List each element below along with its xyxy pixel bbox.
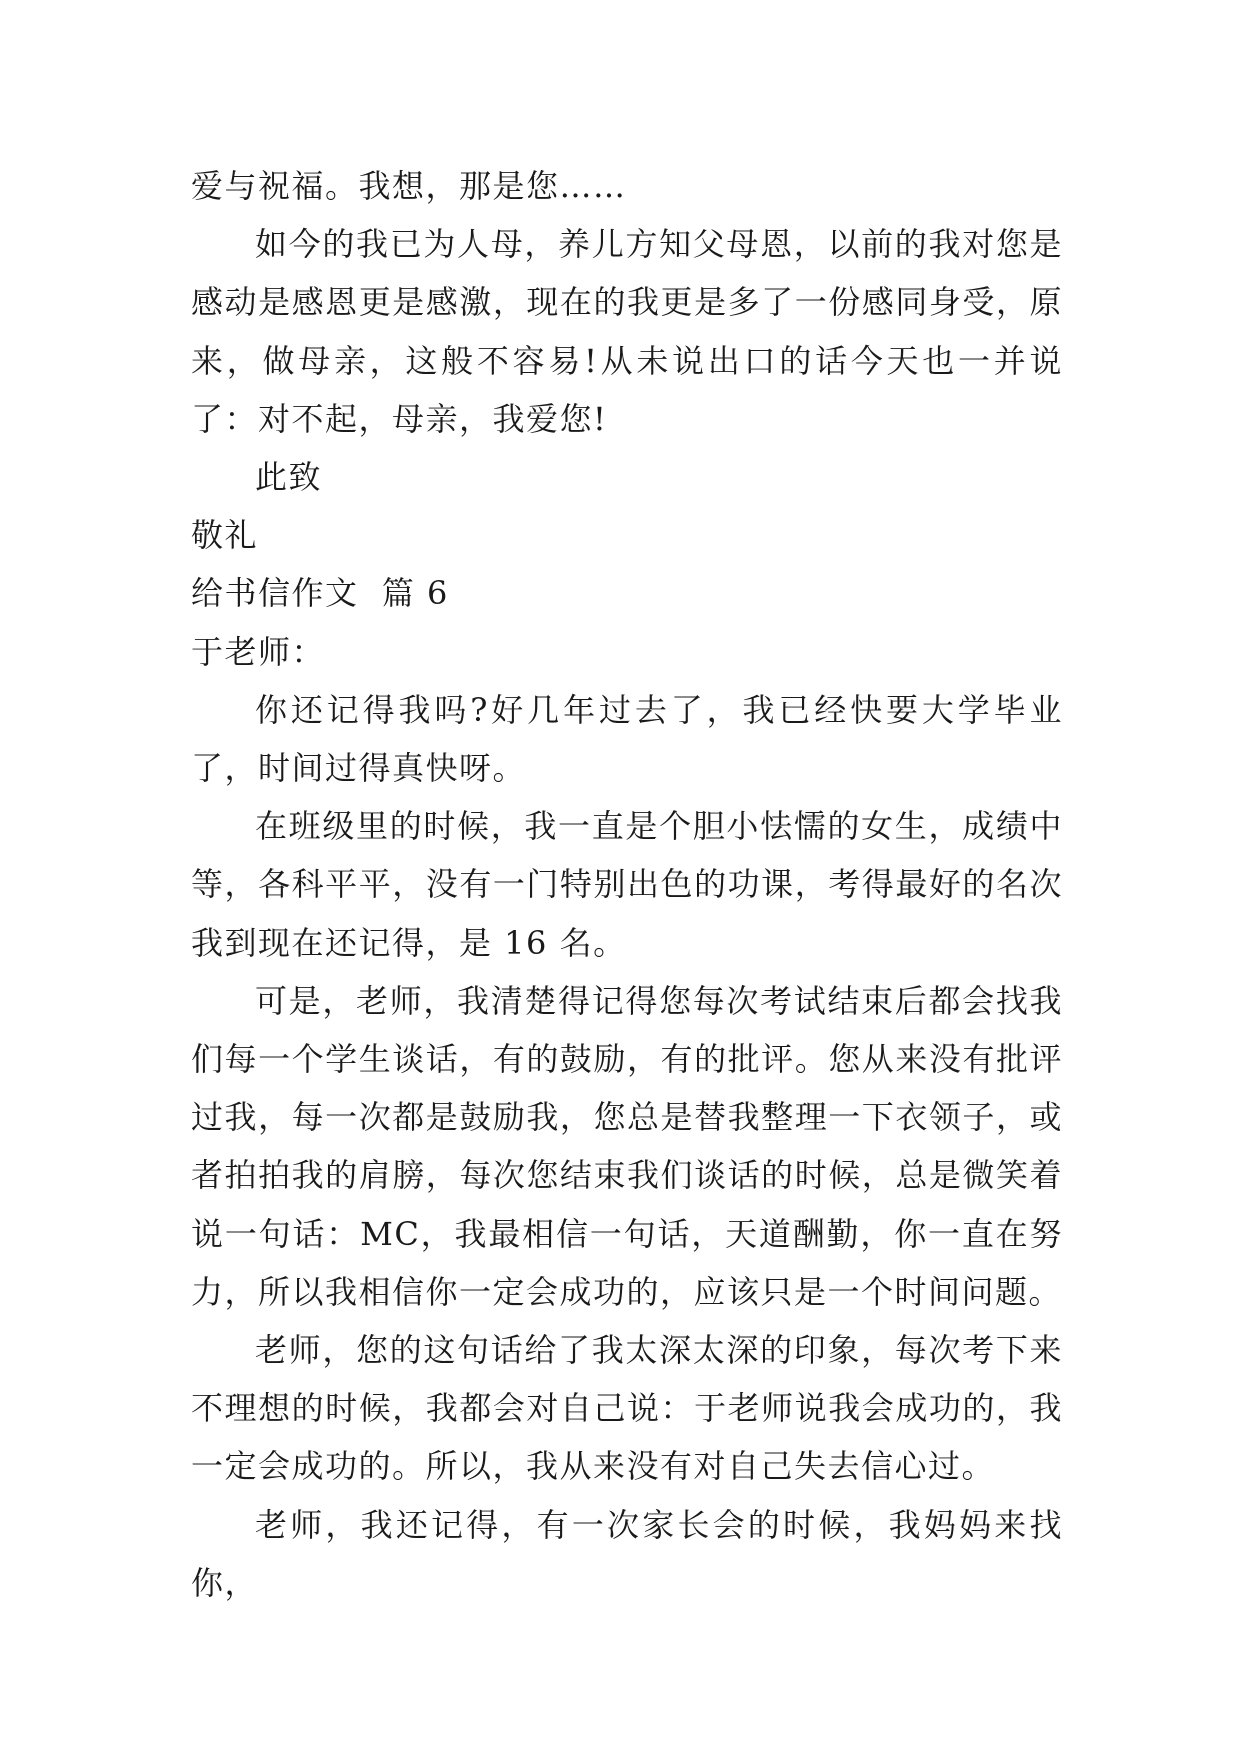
salutation-cizhi: 此致 <box>255 458 323 497</box>
salutation-jingli: 敬礼 <box>191 516 259 555</box>
document-body <box>191 157 1063 1612</box>
paragraph-class-memory: 在班级里的时候，我一直是个胆小怯懦的女生，成绩中等，各科平平，没有一门特别出色的功课，考得最好的名次我到现在还记得，是 16 名。 <box>191 807 1063 962</box>
letter-recipient: 于老师： <box>191 632 326 671</box>
paragraph-parent-meeting: 老师，我还记得，有一次家长会的时候，我妈妈来找你， <box>191 1505 1063 1602</box>
paragraph-mother-thanks: 如今的我已为人母，养儿方知父母恩，以前的我对您是感动是感恩更是感激，现在的我更是多了一份感同身受，原来，做母亲，这般不容易!从未说出口的话今天也一并说了：对不起，母亲，我爱您! <box>191 225 1063 438</box>
paragraph-impression: 老师，您的这句话给了我太深太深的印象，每次考下来不理想的时候，我都会对自己说：于老师说我会成功的，我一定会成功的。所以，我从来没有对自己失去信心过。 <box>191 1331 1063 1486</box>
paragraph-teacher-talks: 可是，老师，我清楚得记得您每次考试结束后都会找我们每一个学生谈话，有的鼓励，有的批评。您从来没有批评过我，每一次都是鼓励我，您总是替我整理一下衣领子，或者拍拍我的肩膀，每次您结束我们谈话的时候，总是微笑着说一句话：MC，我最相信一句话，天道酬勤，你一直在努力，所以我相信你一定会成功的，应该只是一个时间问题。 <box>191 981 1063 1311</box>
paragraph-remember-me: 你还记得我吗?好几年过去了，我已经快要大学毕业了，时间过得真快呀。 <box>191 690 1063 788</box>
paragraph-closing-fragment: 爱与祝福。我想，那是您…… <box>191 167 627 205</box>
section-heading: 给书信作文 篇 6 <box>191 574 449 613</box>
